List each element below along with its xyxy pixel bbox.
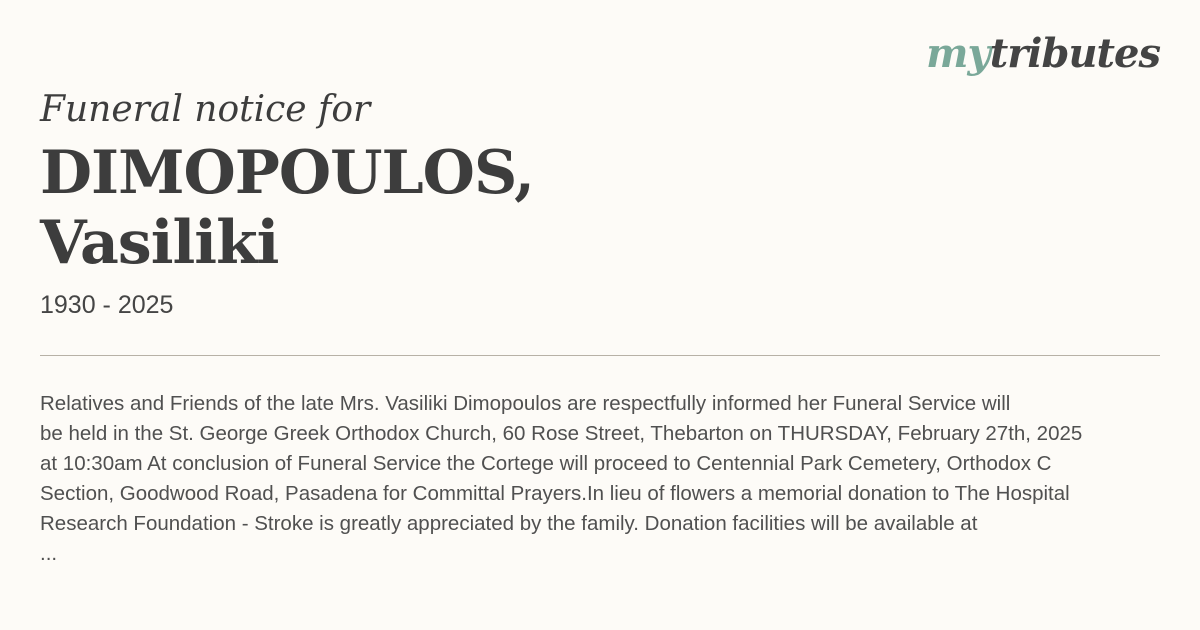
notice-body-ellipsis: ... — [40, 542, 58, 565]
notice-body-line: Section, Goodwood Road, Pasadena for Committal Prayers.In lieu of flowers a memorial donation to The Hospital — [40, 482, 1070, 505]
deceased-name — [40, 138, 534, 278]
notice-body-line: be held in the St. George Greek Orthodox Church, 60 Rose Street, Thebarton on THURSDAY, February 27th, 2025 — [40, 422, 1083, 445]
notice-heading: Funeral notice for — [40, 89, 371, 130]
logo-part-my: my — [926, 30, 990, 77]
deceased-surname: DIMOPOULOS, — [40, 138, 535, 208]
notice-body-line: at 10:30am At conclusion of Funeral Service the Cortege will proceed to Centennial Park Cemetery, Orthodox C — [40, 452, 1052, 475]
mytributes-logo[interactable] — [926, 30, 1160, 77]
divider — [40, 355, 1160, 356]
deceased-given-name: Vasiliki — [40, 208, 279, 278]
life-years: 1930 - 2025 — [40, 291, 174, 319]
notice-body — [40, 389, 1170, 569]
notice-body-line: Relatives and Friends of the late Mrs. Vasiliki Dimopoulos are respectfully informed her Funeral Service will — [40, 392, 1011, 415]
logo-part-tributes: tributes — [989, 30, 1160, 77]
notice-body-line: Research Foundation - Stroke is greatly appreciated by the family. Donation facilities will be available at — [40, 512, 978, 535]
